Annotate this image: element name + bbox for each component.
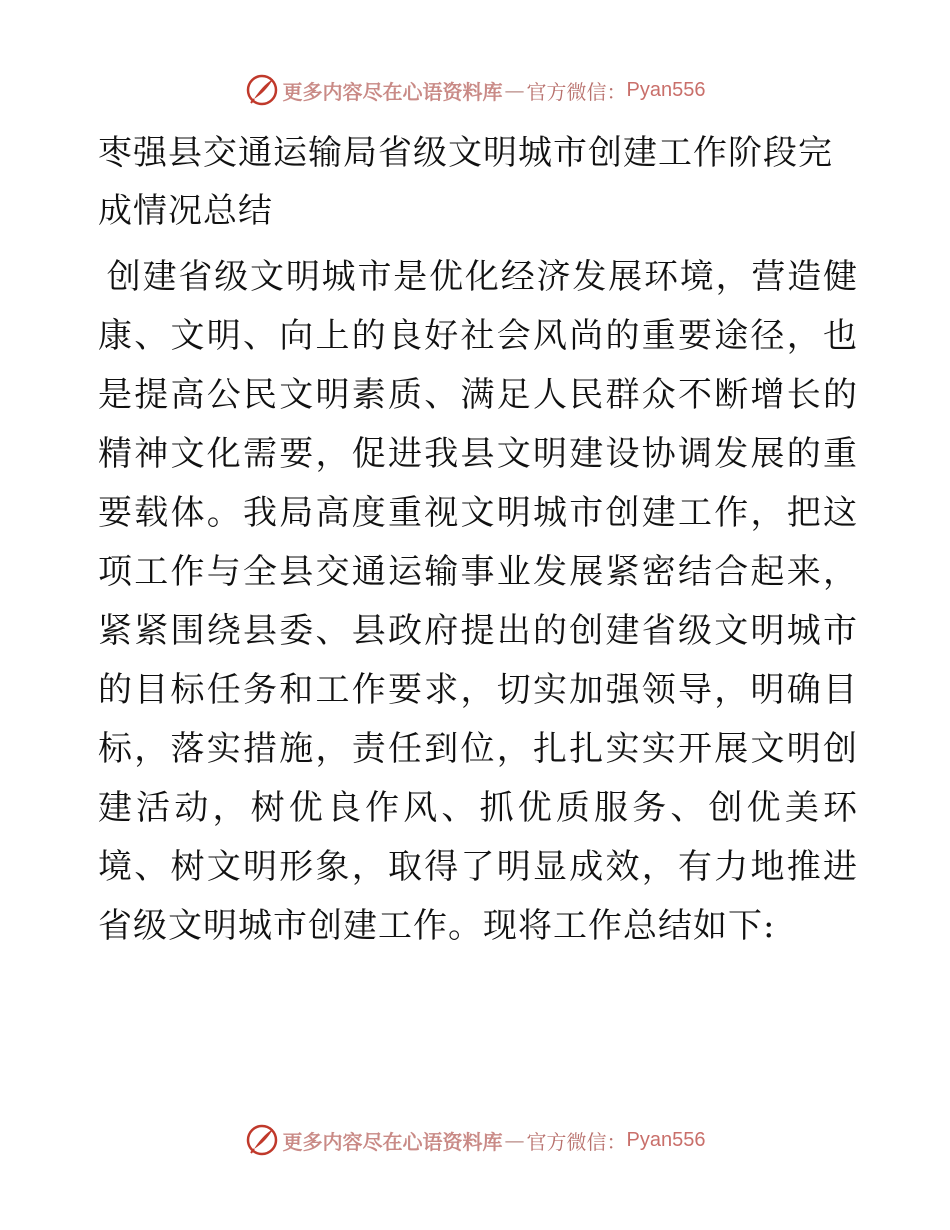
document-paragraph — [98, 248, 858, 956]
watermark-official-label: 官方微信： — [526, 79, 627, 104]
watermark-brand: 更多内容尽在心语资料库 — [282, 1129, 503, 1154]
paragraph-text: 创建省级文明城市是优化经济发展环境，营造健康、文明、向上的良好社会风尚的重要途径，也是提高公民文明素质、满足人民群众不断增长的精神文化需要，促进我县文明建设协调发展的重要载体。我局高度重视文明城市创建工作，把这项工作与全县交通运输事业发展紧密结合起来，紧紧围绕县委、县政府提出的创建省级文明城市的目标任务和工作要求，切实加强领导，明确目标，落实措施，责任到位，扎扎实实开展文明创建活动，树优良作风、抓优质服务、创优美环境、树文明形象，取得了明显成效，有力地推进省级文明城市创建工作。现将工作总结如下: — [98, 257, 858, 946]
watermark-wechat-id: Pyan556 — [626, 78, 706, 101]
watermark-dash: — — [504, 78, 525, 102]
feather-pen-seal-icon — [245, 73, 279, 107]
watermark-official-label: 官方微信： — [526, 1129, 627, 1154]
document-title: 枣强县交通运输局省级文明城市创建工作阶段完成情况总结 — [98, 133, 833, 231]
feather-pen-seal-icon — [245, 1123, 279, 1157]
watermark-brand: 更多内容尽在心语资料库 — [282, 79, 503, 104]
watermark-dash: — — [504, 1128, 525, 1152]
watermark-wechat-id: Pyan556 — [626, 1128, 706, 1151]
header-watermark — [0, 70, 950, 110]
footer-watermark — [0, 1120, 950, 1160]
